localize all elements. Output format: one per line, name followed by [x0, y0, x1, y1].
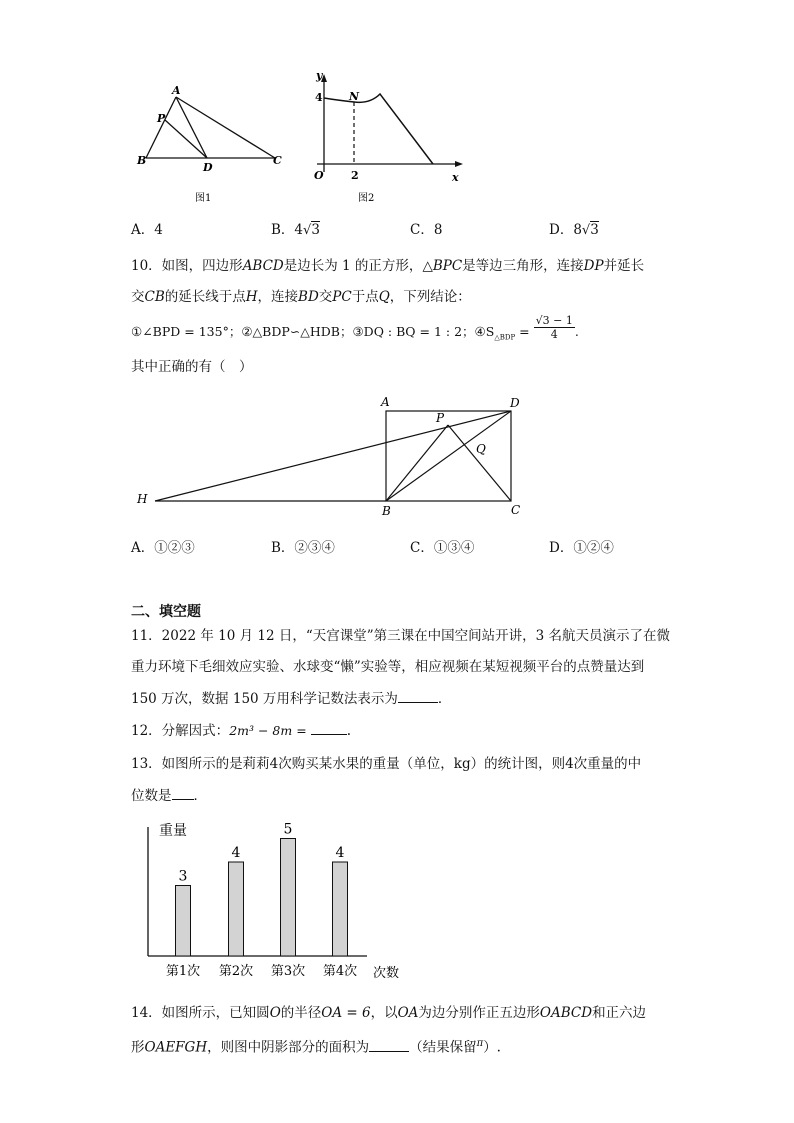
answer-blank[interactable]	[172, 785, 194, 800]
bar-chart	[135, 815, 415, 985]
tick-label-4: 第4次	[322, 964, 358, 979]
label-a: A	[172, 84, 181, 97]
q9-figure-2	[314, 69, 463, 204]
segment-bd	[386, 411, 511, 501]
data-label-2: 4	[231, 845, 241, 861]
q9-option-c[interactable]: C．8	[410, 222, 443, 238]
label-x: x	[452, 171, 459, 184]
segment-hd	[155, 411, 511, 501]
label-c: C	[273, 154, 282, 167]
label-p: P	[157, 112, 166, 125]
x-axis-arrow-icon	[455, 161, 463, 167]
q10-figure	[130, 390, 530, 520]
label-b: B	[137, 154, 147, 167]
sqrt-icon: √	[581, 223, 591, 238]
label-a: A	[381, 395, 390, 409]
label-q: Q	[476, 442, 486, 456]
answer-blank[interactable]	[311, 720, 347, 735]
label-d: D	[203, 161, 213, 174]
q9-figures	[130, 60, 490, 210]
conclusion-4-prefix: ④S	[474, 324, 495, 339]
tick-label-2: 第2次	[218, 964, 254, 979]
q9-option-b[interactable]: B．4√3	[271, 222, 320, 238]
q10-line-2: 交CB的延长线于点H，连接BD交PC于点Q，下列结论：	[131, 289, 471, 305]
label-p: P	[436, 411, 445, 425]
q9-figure-1	[136, 84, 282, 204]
q10-option-a[interactable]: A．①②③	[131, 540, 195, 556]
label-two: 2	[351, 169, 359, 182]
segment-pc	[448, 425, 511, 501]
data-label-3: 5	[283, 821, 293, 838]
label-c: C	[511, 503, 521, 517]
bar-2	[229, 862, 244, 956]
q9-option-d[interactable]: D．8√3	[549, 222, 599, 238]
bar-1	[176, 886, 191, 957]
tick-label-1: 第1次	[165, 964, 201, 979]
q10-option-c[interactable]: C．①③④	[410, 540, 475, 556]
sqrt-icon: √	[303, 223, 312, 238]
q14-line-2: 形OAEFGH，则图中阴影部分的面积为 （结果保留$^\pi$）.	[131, 1038, 501, 1056]
label-n: N	[349, 90, 360, 103]
x-axis-label: 次数	[373, 966, 400, 981]
conclusion-1: ①∠BPD = 135°；	[131, 324, 242, 339]
label-four: 4	[315, 91, 323, 104]
label-d: D	[510, 396, 520, 410]
section-title: 二、填空题	[131, 604, 201, 620]
q13-line-2: 位数是 ．	[131, 785, 207, 806]
data-label-1: 3	[178, 868, 188, 885]
label-o: O	[314, 169, 324, 182]
label-b: B	[382, 504, 391, 518]
fig2-caption: 图2	[358, 193, 375, 204]
bar-3	[281, 839, 296, 957]
q11-line-1: 11．2022 年 10 月 12 日，“天宫课堂”第三课在中国空间站开讲，3 名航天员演示了在微	[131, 628, 671, 644]
segment-pd	[165, 120, 207, 158]
q10-line-1: 10．如图，四边形ABCD是边长为 1 的正方形，△BPC是等边三角形，连接DP并延长	[131, 258, 645, 274]
q9-option-a[interactable]: A．4	[131, 222, 163, 238]
q10-conclusions: ①∠BPD = 135°；②△BDP∽△HDB；③DQ : BQ = 1 : 2；$④S_{\triangle BDP}$ = $\frac{√3 - 1}{4}$ .	[131, 314, 579, 342]
q11-line-3: 150 万次，数据 150 万用科学记数法表示为 ．	[131, 688, 451, 709]
q10-question: 其中正确的有（ ）	[131, 359, 253, 375]
answer-blank[interactable]	[369, 1037, 409, 1052]
fraction: $\frac{√3 - 1}{4}$	[535, 314, 573, 341]
conclusion-4-sub: △BDP	[494, 333, 516, 342]
bar-4	[333, 862, 348, 956]
fig1-caption: 图1	[195, 193, 212, 204]
label-h: H	[137, 492, 148, 506]
q14-line-1: 14．如图所示，已知圆O的半径OA = 6，以OA为边分别作正五边形OABCD和正六边	[131, 1005, 647, 1021]
q11-line-2: 重力环境下毛细效应实验、水球变“懒”实验等，相应视频在某短视频平台的点赞量达到	[131, 659, 645, 675]
y-axis-label: 重量	[159, 823, 187, 839]
q10-option-b[interactable]: B．②③④	[271, 540, 335, 556]
q12-line: 12．分解因式：2m³ − 8m = .	[131, 720, 351, 741]
label-y: y	[316, 69, 323, 82]
answer-blank[interactable]	[398, 688, 438, 703]
data-label-4: 4	[335, 845, 345, 861]
tick-label-3: 第3次	[270, 964, 306, 979]
conclusion-2: ②△BDP∽△HDB；	[241, 324, 353, 339]
q13-line-1: 13．如图所示的是莉莉4次购买某水果的重量（单位，kg）的统计图，则4次重量的中	[131, 756, 642, 772]
conclusion-3: ③DQ : BQ = 1 : 2；	[352, 324, 475, 339]
segment-ba	[146, 97, 176, 158]
q10-option-d[interactable]: D．①②④	[549, 540, 614, 556]
function-curve	[324, 94, 433, 164]
